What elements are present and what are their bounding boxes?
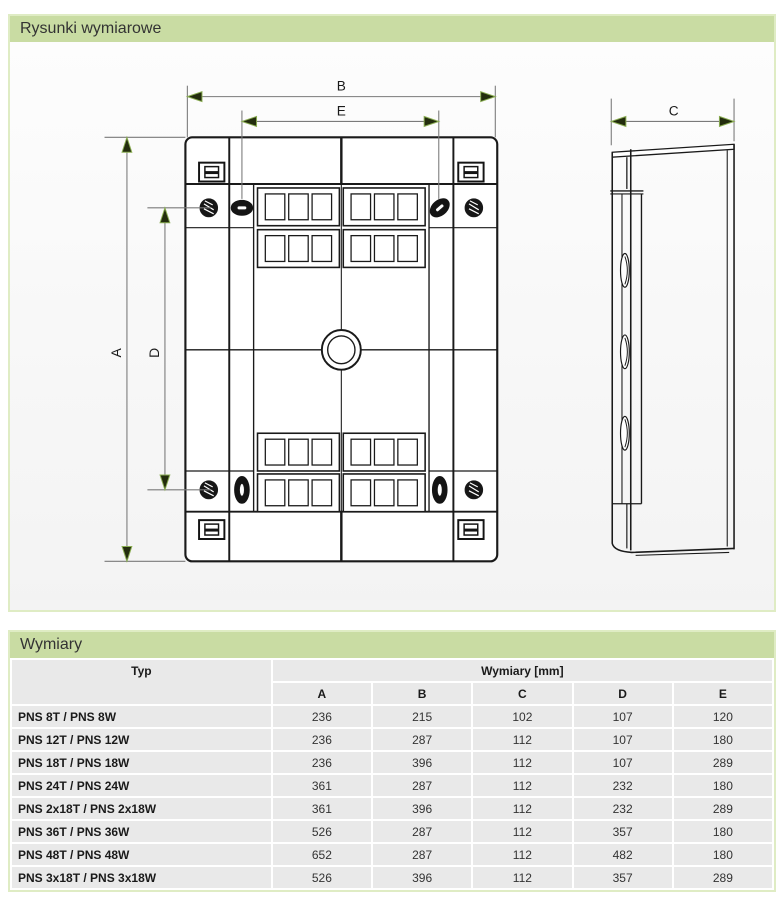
knockout-group <box>343 474 425 512</box>
value-cell: 289 <box>674 867 772 888</box>
latch-icon <box>458 163 483 182</box>
latch-icon <box>458 520 483 539</box>
value-cell: 215 <box>373 706 471 727</box>
value-cell: 236 <box>273 706 371 727</box>
table-row <box>12 821 772 842</box>
table-row <box>12 752 772 773</box>
knockout-group <box>343 188 425 226</box>
dimensions-section-header <box>10 632 774 658</box>
dimensions-section <box>8 630 776 892</box>
dimensions-table-wrap <box>10 658 774 890</box>
drawings-section <box>8 14 776 612</box>
value-cell: 396 <box>373 867 471 888</box>
knockout-group <box>258 474 340 512</box>
group-header-cell: Wymiary [mm] <box>273 660 772 681</box>
value-cell: 287 <box>373 775 471 796</box>
type-cell: PNS 36T / PNS 36W <box>12 821 271 842</box>
latch-icon <box>199 520 224 539</box>
value-cell: 102 <box>473 706 571 727</box>
col-header-a: A <box>273 683 371 704</box>
value-cell: 112 <box>473 729 571 750</box>
value-cell: 112 <box>473 867 571 888</box>
type-cell: PNS 3x18T / PNS 3x18W <box>12 867 271 888</box>
value-cell: 289 <box>674 798 772 819</box>
value-cell: 236 <box>273 752 371 773</box>
table-row <box>12 798 772 819</box>
table-row <box>12 844 772 865</box>
value-cell: 180 <box>674 729 772 750</box>
value-cell: 357 <box>574 821 672 842</box>
dim-label-c: C <box>668 103 679 119</box>
value-cell: 112 <box>473 821 571 842</box>
value-cell: 526 <box>273 821 371 842</box>
value-cell: 232 <box>574 775 672 796</box>
value-cell: 107 <box>574 729 672 750</box>
dim-label-a: A <box>109 348 125 358</box>
value-cell: 107 <box>574 752 672 773</box>
dimensions-table-head <box>12 660 772 704</box>
dimensional-drawing-svg <box>10 42 774 610</box>
screw-icon <box>465 481 483 499</box>
value-cell: 482 <box>574 844 672 865</box>
value-cell: 180 <box>674 775 772 796</box>
knockout-group <box>343 433 425 471</box>
drawings-section-header <box>10 16 774 42</box>
front-view <box>185 137 497 561</box>
value-cell: 287 <box>373 729 471 750</box>
value-cell: 652 <box>273 844 371 865</box>
value-cell: 287 <box>373 844 471 865</box>
type-cell: PNS 2x18T / PNS 2x18W <box>12 798 271 819</box>
value-cell: 180 <box>674 821 772 842</box>
table-row <box>12 775 772 796</box>
type-cell: PNS 8T / PNS 8W <box>12 706 271 727</box>
dimensions-section-title: Wymiary <box>20 636 83 653</box>
knockout-group <box>258 433 340 471</box>
value-cell: 289 <box>674 752 772 773</box>
type-cell: PNS 12T / PNS 12W <box>12 729 271 750</box>
type-header-cell: Typ <box>12 660 271 704</box>
value-cell: 526 <box>273 867 371 888</box>
value-cell: 180 <box>674 844 772 865</box>
value-cell: 236 <box>273 729 371 750</box>
drawings-section-title: Rysunki wymiarowe <box>20 20 162 37</box>
knockout-group <box>343 230 425 268</box>
table-row <box>12 867 772 888</box>
screw-icon <box>465 199 483 217</box>
value-cell: 112 <box>473 798 571 819</box>
latch-icon <box>199 163 224 182</box>
dim-label-d: D <box>147 347 163 358</box>
value-cell: 396 <box>373 752 471 773</box>
table-row <box>12 706 772 727</box>
mounting-slot-icon <box>231 200 252 215</box>
value-cell: 287 <box>373 821 471 842</box>
value-cell: 396 <box>373 798 471 819</box>
type-cell: PNS 48T / PNS 48W <box>12 844 271 865</box>
type-cell: PNS 18T / PNS 18W <box>12 752 271 773</box>
value-cell: 107 <box>574 706 672 727</box>
dimensions-table-body <box>12 706 772 888</box>
dimensions-table <box>10 658 774 890</box>
col-header-d: D <box>574 683 672 704</box>
knockout-group <box>258 188 340 226</box>
type-cell: PNS 24T / PNS 24W <box>12 775 271 796</box>
dim-label-e: E <box>336 103 346 119</box>
value-cell: 357 <box>574 867 672 888</box>
col-header-e: E <box>674 683 772 704</box>
col-header-b: B <box>373 683 471 704</box>
value-cell: 112 <box>473 844 571 865</box>
value-cell: 232 <box>574 798 672 819</box>
value-cell: 112 <box>473 775 571 796</box>
side-view <box>610 144 734 555</box>
dimensional-drawing <box>10 42 774 610</box>
value-cell: 361 <box>273 798 371 819</box>
dim-label-b: B <box>336 78 346 94</box>
knockout-group <box>258 230 340 268</box>
value-cell: 120 <box>674 706 772 727</box>
col-header-c: C <box>473 683 571 704</box>
table-row <box>12 729 772 750</box>
mounting-slot-icon <box>235 476 250 503</box>
value-cell: 112 <box>473 752 571 773</box>
mounting-slot-icon <box>432 476 447 503</box>
value-cell: 361 <box>273 775 371 796</box>
